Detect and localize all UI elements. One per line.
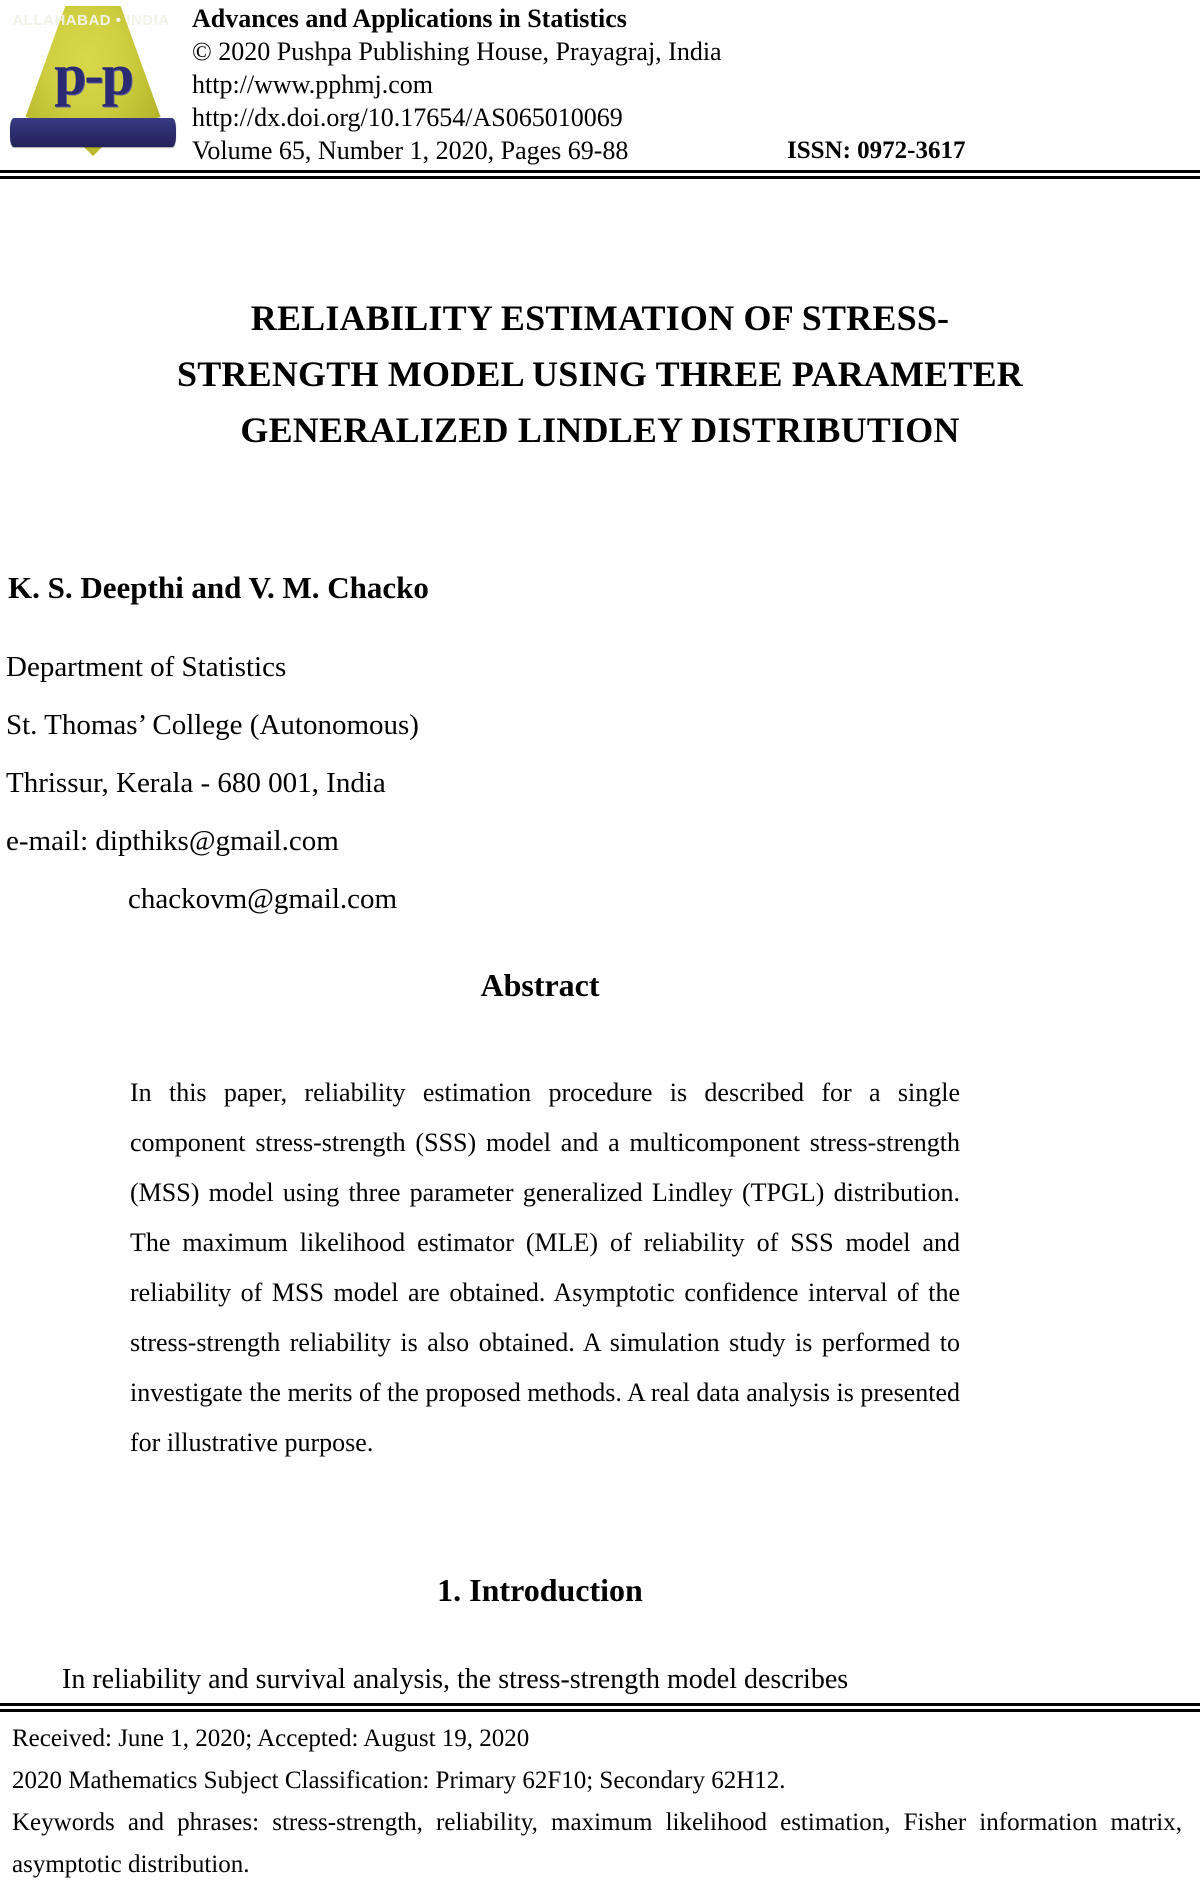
- logo-banner-label: ALLAHABAD • INDIA: [12, 12, 170, 29]
- title-line-2: STRENGTH MODEL USING THREE PARAMETER: [176, 354, 1023, 394]
- header-rule-top: [0, 170, 1200, 173]
- msc-classification: 2020 Mathematics Subject Classification: Primary 62F10; Secondary 62H12.: [12, 1767, 786, 1794]
- masthead: [0, 0, 1200, 172]
- affiliation-college: St. Thomas’ College (Autonomous): [6, 709, 419, 741]
- journal-website-url[interactable]: http://www.pphmj.com: [192, 70, 433, 99]
- footer-rule-top: [0, 1703, 1200, 1706]
- article-doi-url[interactable]: http://dx.doi.org/10.17654/AS065010069: [192, 103, 623, 132]
- introduction-text: [20, 1655, 1180, 1705]
- keywords-and-phrases: Keywords and phrases: stress-strength, reliability, maximum likelihood estimation, Fisher information matrix, asymptotic distribution.: [12, 1809, 1182, 1878]
- introduction-first-line: In reliability and survival analysis, the stress-strength model describes: [62, 1664, 849, 1695]
- publisher-logo: [8, 6, 178, 166]
- journal-title: Advances and Applications in Statistics: [192, 4, 627, 33]
- page-title: [60, 290, 1140, 458]
- author-email-primary[interactable]: e-mail: dipthiks@gmail.com: [6, 825, 339, 857]
- volume-issn-row: [192, 134, 1192, 167]
- copyright-line: © 2020 Pushpa Publishing House, Prayagraj, India: [192, 37, 722, 66]
- logo-banner-shape: [10, 118, 176, 147]
- author-list: K. S. Deepthi and V. M. Chacko: [8, 570, 429, 605]
- header-divider-rule: [0, 170, 1200, 179]
- abstract-heading: Abstract: [480, 967, 600, 1003]
- footer-rule-bottom: [0, 1709, 1200, 1712]
- footer-divider-rule: [0, 1703, 1200, 1712]
- author-email-secondary[interactable]: chackovm@gmail.com: [128, 883, 398, 915]
- logo-initials: p-p: [54, 42, 132, 107]
- received-accepted-dates: Received: June 1, 2020; Accepted: August 19, 2020: [12, 1725, 530, 1752]
- abstract-text: In this paper, reliability estimation procedure is described for a single component stress-strength (SSS) model and a multicomponent stress-strength (MSS) model using three parameter generalized Lindley (TPGL) distribution. The maximum likelihood estimator (MLE) of reliability of SSS model and reliability of MSS model are obtained. Asymptotic confidence interval of the stress-strength reliability is also obtained. A simulation study is performed to investigate the merits of the proposed methods. A real data analysis is presented for illustrative purpose.: [130, 1078, 960, 1457]
- section-heading-introduction: 1. Introduction: [437, 1572, 643, 1608]
- title-line-3: GENERALIZED LINDLEY DISTRIBUTION: [240, 410, 960, 450]
- masthead-text-block: [192, 2, 1192, 167]
- author-affiliation: [6, 638, 826, 928]
- header-rule-bottom: [0, 176, 1200, 179]
- footnote-block: [12, 1718, 1182, 1886]
- volume-issue-pages: Volume 65, Number 1, 2020, Pages 69-88: [192, 136, 629, 165]
- title-line-1: RELIABILITY ESTIMATION OF STRESS-: [250, 298, 950, 338]
- affiliation-department: Department of Statistics: [6, 651, 287, 683]
- issn-label: ISSN: 0972-3617: [787, 137, 966, 164]
- affiliation-address: Thrissur, Kerala - 680 001, India: [6, 767, 386, 799]
